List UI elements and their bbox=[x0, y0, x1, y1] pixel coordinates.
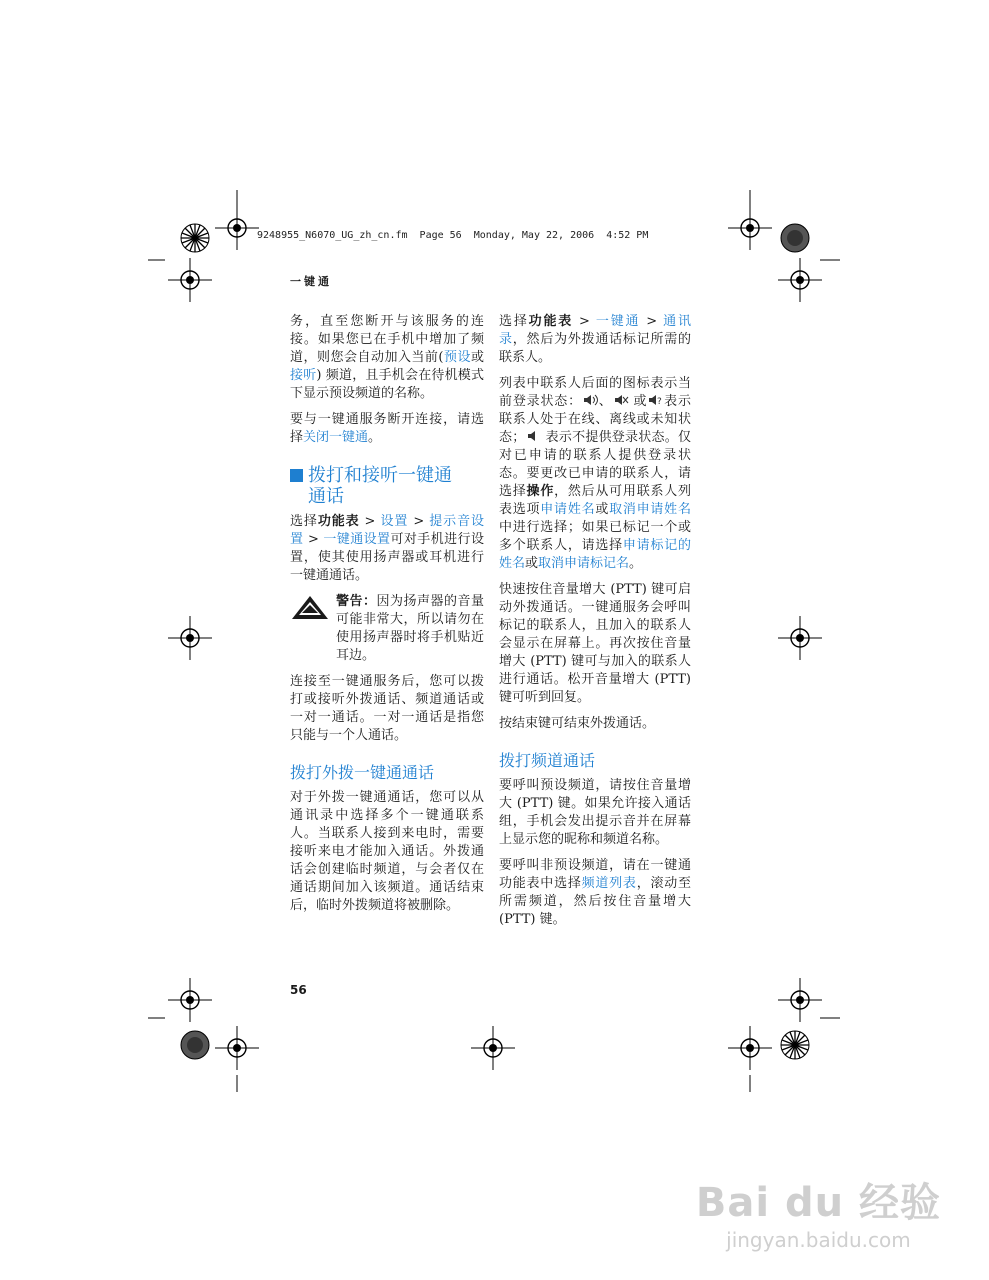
text: 选择 bbox=[290, 514, 318, 529]
dark-target-icon bbox=[781, 224, 809, 252]
paragraph: 按结束键可结束外拨通话。 bbox=[499, 716, 656, 731]
paragraph bbox=[290, 411, 484, 447]
text: 务，直至您断开与该服务的连接。如果您已在手机中增加了频道，则您会自动加入当前( bbox=[290, 314, 484, 365]
warning-text bbox=[336, 593, 484, 665]
page-number: 56 bbox=[290, 983, 307, 997]
text: 要呼叫非预设频道，请在一键通功能表中选择 bbox=[499, 858, 691, 891]
registration-cross-icon bbox=[778, 258, 822, 302]
text: 可对手机进行设置，使其使用扬声器或耳机进行一键通通话。 bbox=[290, 532, 484, 583]
text: ，然后从可用联系人列表选项 bbox=[499, 484, 691, 517]
contacts-link[interactable]: 通讯录 bbox=[499, 314, 691, 347]
text: 。 bbox=[629, 556, 643, 571]
tone-settings-link[interactable]: 提示音设置 bbox=[290, 514, 484, 547]
no-status-icon bbox=[525, 430, 541, 442]
subscribe-name-link[interactable]: 申请姓名 bbox=[540, 502, 596, 517]
ptt-link[interactable]: 一键通 bbox=[595, 314, 641, 329]
text: 或 bbox=[525, 556, 539, 571]
registration-cross-icon bbox=[728, 1026, 772, 1070]
text: ) 频道，且手机会在待机模式下显示预设频道的名称。 bbox=[290, 368, 484, 401]
registration-cross-icon bbox=[168, 616, 212, 660]
paragraph: 快速按住音量增大 (PTT) 键可启动外拨通话。一键通服务会呼叫标记的联系人，且加入的联系人会显示在屏幕上。再次按住音量增大 (PTT) 键可与加入的联系人进行通话。松开音量增大 (PTT) 键可听到回复。 bbox=[499, 582, 691, 705]
paragraph: 要呼叫预设频道，请按住音量增大 (PTT) 键。如果允许接入通话组，手机会发出提示音并在屏幕上显示您的昵称和频道名称。 bbox=[499, 778, 691, 847]
section-heading bbox=[290, 465, 484, 507]
text: 因为扬声器的音量可能非常大，所以请勿在使用扬声器时将手机贴近耳边。 bbox=[336, 594, 484, 663]
heading-line-1: 拨打和接听一键通 bbox=[308, 465, 452, 486]
watermark bbox=[696, 1171, 941, 1252]
text: 或 bbox=[595, 502, 610, 517]
heading-line-2: 通话 bbox=[308, 486, 344, 507]
registration-cross-icon bbox=[728, 206, 772, 250]
settings-link[interactable]: 设置 bbox=[380, 514, 409, 529]
registration-cross-icon bbox=[778, 616, 822, 660]
menu-bold: 功能表 bbox=[317, 514, 360, 529]
unsubscribe-marked-link[interactable]: 取消申请标记名 bbox=[538, 556, 630, 571]
subsection-heading: 拨打频道通话 bbox=[499, 751, 596, 770]
file-info-line: 9248955_N6070_UG_zh_cn.fm Page 56 Monday, May 22, 2006 4:52 PM bbox=[257, 230, 649, 241]
text: ，滚动至所需频道，然后按住音量增大 (PTT) 键。 bbox=[499, 876, 691, 927]
paragraph: 连接至一键通服务后，您可以拨打或接听外拨通话、频道通话或一对一通话。一对一通话是指您只能与一个人通话。 bbox=[290, 674, 484, 743]
offline-status-icon bbox=[613, 394, 629, 406]
answer-link[interactable]: 接听 bbox=[290, 368, 317, 383]
separator: > bbox=[359, 514, 381, 529]
text: 选择 bbox=[499, 314, 529, 329]
subscribe-marked-link[interactable]: 申请标记的姓名 bbox=[499, 538, 691, 571]
text: 中进行选择；如果已标记一个或多个联系人，请选择 bbox=[499, 520, 691, 553]
running-title: 一键通 bbox=[290, 275, 332, 288]
registration-cross-icon bbox=[215, 1026, 259, 1070]
warning-hand-icon bbox=[290, 593, 330, 621]
text: ，然后为外拨通话标记所需的联系人。 bbox=[499, 332, 691, 365]
heading-square-icon bbox=[290, 469, 303, 482]
separator: > bbox=[303, 532, 324, 547]
paragraph bbox=[499, 313, 691, 367]
watermark-logo: Bai du 经验 bbox=[695, 1180, 941, 1226]
paragraph bbox=[499, 857, 691, 929]
ptt-settings-link[interactable]: 一键通设置 bbox=[323, 532, 391, 547]
paragraph: 对于外拨一键通通话，您可以从通讯录中选择多个一键通联系人。当联系人接到来电时，需要接听来电才能加入通话。外拨通话会创建临时频道，与会者仅在通话期间加入该频道。通话结束后，临时外拨频道将被删除。 bbox=[290, 790, 484, 913]
online-status-icon bbox=[582, 394, 598, 406]
separator: > bbox=[640, 314, 664, 329]
left-column bbox=[290, 313, 484, 923]
registration-cross-icon bbox=[778, 978, 822, 1022]
warning-block bbox=[290, 593, 484, 665]
watermark-url: jingyan.baidu.com bbox=[726, 1228, 911, 1252]
unsubscribe-name-link[interactable]: 取消申请姓名 bbox=[609, 502, 691, 517]
registration-cross-icon bbox=[215, 206, 259, 250]
text: 或 bbox=[470, 350, 484, 365]
right-column bbox=[499, 313, 691, 937]
text: 要与一键通服务断开连接，请选择 bbox=[290, 412, 484, 445]
text: 表示不提供登录状态。仅对已申请的联系人提供登录状态。要更改已申请的联系人，请选择 bbox=[499, 430, 691, 499]
warning-label: 警告： bbox=[336, 594, 377, 609]
menu-bold: 功能表 bbox=[528, 314, 574, 329]
close-ptt-link[interactable]: 关闭一键通 bbox=[303, 430, 369, 445]
preset-link[interactable]: 预设 bbox=[443, 350, 471, 365]
paragraph bbox=[290, 513, 484, 585]
text: 、 bbox=[597, 394, 613, 409]
paragraph bbox=[499, 375, 691, 573]
registration-cross-icon bbox=[168, 978, 212, 1022]
star-target-icon bbox=[181, 224, 209, 252]
registration-cross-icon bbox=[168, 258, 212, 302]
text: 。 bbox=[368, 430, 382, 445]
text: 表示联系人处于在线、离线或未知状态； bbox=[499, 394, 691, 445]
star-target-icon bbox=[781, 1031, 809, 1059]
separator: > bbox=[573, 314, 596, 329]
separator: > bbox=[408, 514, 430, 529]
svg-text:?: ? bbox=[657, 397, 663, 406]
paragraph bbox=[290, 313, 484, 403]
channel-list-link[interactable]: 频道列表 bbox=[581, 876, 637, 891]
options-bold: 操作 bbox=[526, 484, 555, 499]
text: 列表中联系人后面的图标表示当前登录状态： bbox=[499, 376, 691, 409]
dark-target-icon bbox=[181, 1031, 209, 1059]
text: 或 bbox=[628, 394, 648, 409]
registration-cross-icon bbox=[471, 1026, 515, 1070]
subsection-heading: 拨打外拨一键通通话 bbox=[290, 763, 435, 782]
unknown-status-icon bbox=[647, 394, 663, 406]
